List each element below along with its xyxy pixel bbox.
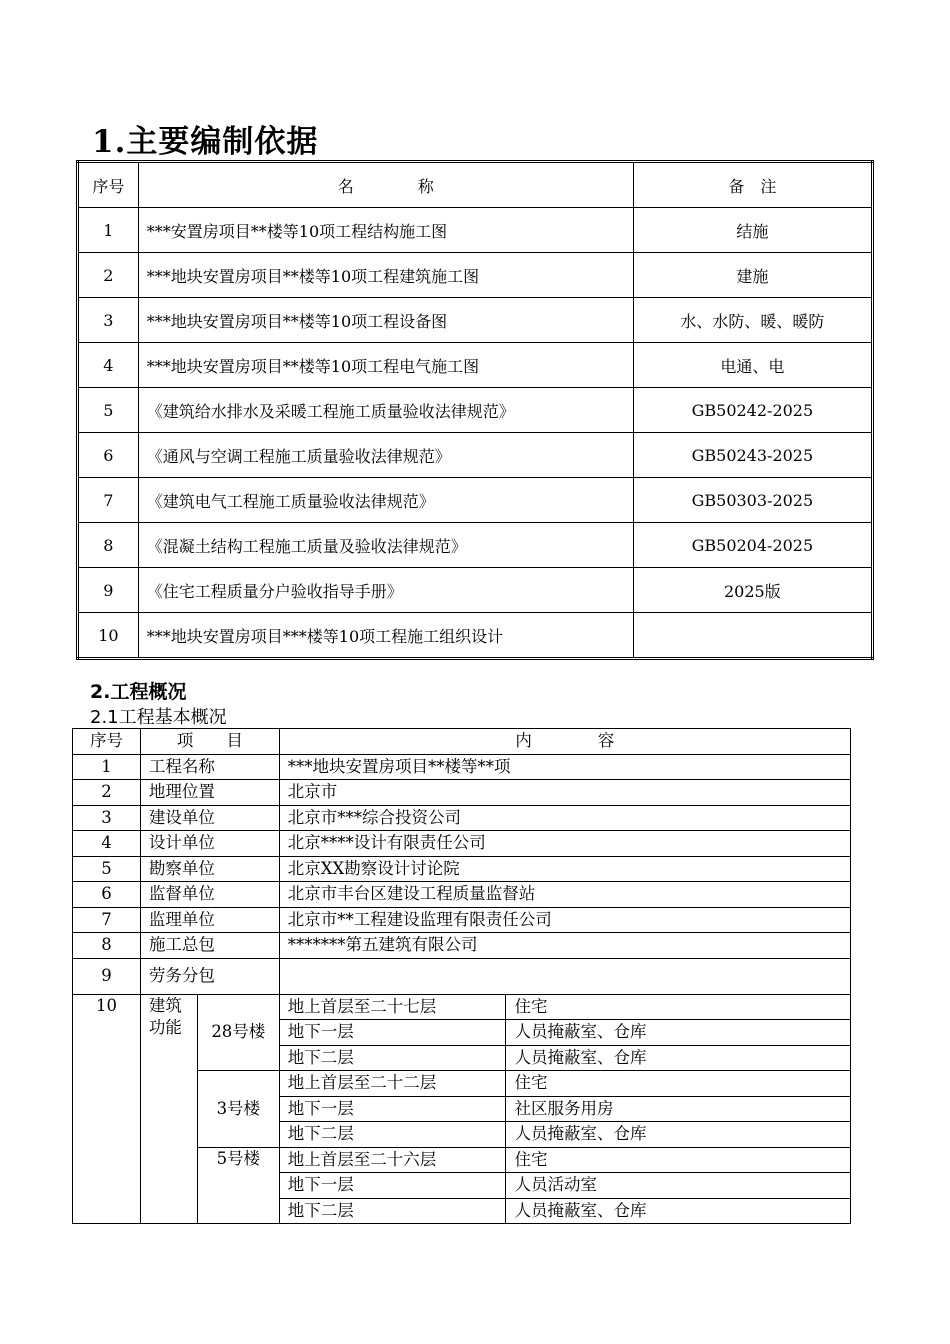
building-name: 3号楼 [197, 1071, 279, 1148]
table-row [78, 298, 873, 343]
row-name: ***地块安置房项目**楼等10项工程设备图 [138, 298, 633, 343]
table-row [73, 856, 851, 882]
section1-title: 1.主要编制依据 [92, 124, 319, 160]
row-no: 6 [78, 433, 139, 478]
row-note: 建施 [633, 253, 872, 298]
building-name: 28号楼 [197, 994, 279, 1071]
row-no: 3 [78, 298, 139, 343]
table-row [78, 433, 873, 478]
row-note: GB50243-2025 [633, 433, 872, 478]
floor-use: 住宅 [506, 1147, 851, 1173]
row-item: 监督单位 [140, 882, 279, 908]
row-no: 8 [73, 933, 141, 959]
row-note: GB50242-2025 [633, 388, 872, 433]
table-row [78, 523, 873, 568]
row-name: 《建筑电气工程施工质量验收法律规范》 [138, 478, 633, 523]
section2-title: 2.工程概况 [90, 681, 187, 703]
row-no: 2 [73, 780, 141, 806]
floor-use: 人员掩蔽室、仓库 [506, 1198, 851, 1224]
row-no: 1 [78, 208, 139, 253]
row-item: 勘察单位 [140, 856, 279, 882]
header-no: 序号 [73, 729, 141, 755]
table-row [78, 613, 873, 659]
floor-label: 地下二层 [279, 1045, 506, 1071]
row-no: 7 [73, 907, 141, 933]
row-item: 地理位置 [140, 780, 279, 806]
row-note: 2025版 [633, 568, 872, 613]
row-note: 电通、电 [633, 343, 872, 388]
row-item: 监理单位 [140, 907, 279, 933]
row-name: ***地块安置房项目**楼等10项工程建筑施工图 [138, 253, 633, 298]
row-item: 设计单位 [140, 831, 279, 857]
floor-label: 地下一层 [279, 1096, 506, 1122]
basis-table [76, 160, 874, 660]
header-content: 内 容 [279, 729, 850, 755]
floor-use: 住宅 [506, 1071, 851, 1097]
table-row [73, 994, 851, 1020]
table-header-row [78, 162, 873, 208]
floor-use: 人员掩蔽室、仓库 [506, 1122, 851, 1148]
floor-use: 人员活动室 [506, 1173, 851, 1199]
row-content: *******第五建筑有限公司 [279, 933, 850, 959]
row-item: 施工总包 [140, 933, 279, 959]
table-row [73, 933, 851, 959]
row-name: ***地块安置房项目***楼等10项工程施工组织设计 [138, 613, 633, 659]
row-content: 北京XX勘察设计讨论院 [279, 856, 850, 882]
table-row [73, 958, 851, 994]
floor-use: 人员掩蔽室、仓库 [506, 1020, 851, 1046]
table-row [73, 831, 851, 857]
row-content: 北京市丰台区建设工程质量监督站 [279, 882, 850, 908]
row-name: 《建筑给水排水及采暖工程施工质量验收法律规范》 [138, 388, 633, 433]
table-row [78, 478, 873, 523]
floor-label: 地上首层至二十二层 [279, 1071, 506, 1097]
floor-label: 地下二层 [279, 1198, 506, 1224]
floor-label: 地下二层 [279, 1122, 506, 1148]
floor-label: 地上首层至二十六层 [279, 1147, 506, 1173]
row-item: 工程名称 [140, 754, 279, 780]
row-no: 10 [73, 994, 141, 1224]
row-content [279, 958, 850, 994]
row-note: GB50204-2025 [633, 523, 872, 568]
building-name: 5号楼 [197, 1147, 279, 1224]
row-no: 9 [73, 958, 141, 994]
row-name: 《通风与空调工程施工质量验收法律规范》 [138, 433, 633, 478]
row-no: 4 [78, 343, 139, 388]
row-no: 3 [73, 805, 141, 831]
row-note [633, 613, 872, 659]
header-name: 名 称 [138, 162, 633, 208]
row-note: GB50303-2025 [633, 478, 872, 523]
row-item: 劳务分包 [140, 958, 279, 994]
row-note: 水、水防、暖、暖防 [633, 298, 872, 343]
table-row [73, 780, 851, 806]
table-row [78, 343, 873, 388]
row-content: 北京市 [279, 780, 850, 806]
floor-label: 地下一层 [279, 1173, 506, 1199]
floor-use: 人员掩蔽室、仓库 [506, 1045, 851, 1071]
header-note: 备 注 [633, 162, 872, 208]
row-item: 建设单位 [140, 805, 279, 831]
row-item-building-function: 建筑功能 [140, 994, 197, 1224]
table-header-row [73, 729, 851, 755]
row-name: ***安置房项目**楼等10项工程结构施工图 [138, 208, 633, 253]
table-row [78, 568, 873, 613]
table-row [73, 805, 851, 831]
row-content: 北京市***综合投资公司 [279, 805, 850, 831]
row-no: 4 [73, 831, 141, 857]
table-row [73, 754, 851, 780]
floor-label: 地上首层至二十七层 [279, 994, 506, 1020]
section2-subtitle: 2.1工程基本概况 [90, 707, 227, 728]
table-row [78, 208, 873, 253]
row-no: 6 [73, 882, 141, 908]
table-row [73, 882, 851, 908]
floor-use: 社区服务用房 [506, 1096, 851, 1122]
table-row [78, 388, 873, 433]
row-no: 5 [78, 388, 139, 433]
row-note: 结施 [633, 208, 872, 253]
row-name: ***地块安置房项目**楼等10项工程电气施工图 [138, 343, 633, 388]
row-content: 北京****设计有限责任公司 [279, 831, 850, 857]
floor-use: 住宅 [506, 994, 851, 1020]
row-no: 7 [78, 478, 139, 523]
row-content: ***地块安置房项目**楼等**项 [279, 754, 850, 780]
row-content: 北京市**工程建设监理有限责任公司 [279, 907, 850, 933]
row-no: 10 [78, 613, 139, 659]
table-row [78, 253, 873, 298]
row-name: 《住宅工程质量分户验收指导手册》 [138, 568, 633, 613]
row-no: 2 [78, 253, 139, 298]
header-item: 项 目 [140, 729, 279, 755]
header-no: 序号 [78, 162, 139, 208]
row-name: 《混凝土结构工程施工质量及验收法律规范》 [138, 523, 633, 568]
row-no: 9 [78, 568, 139, 613]
floor-label: 地下一层 [279, 1020, 506, 1046]
row-no: 5 [73, 856, 141, 882]
row-no: 1 [73, 754, 141, 780]
row-no: 8 [78, 523, 139, 568]
overview-table [72, 728, 851, 1224]
table-row [73, 907, 851, 933]
